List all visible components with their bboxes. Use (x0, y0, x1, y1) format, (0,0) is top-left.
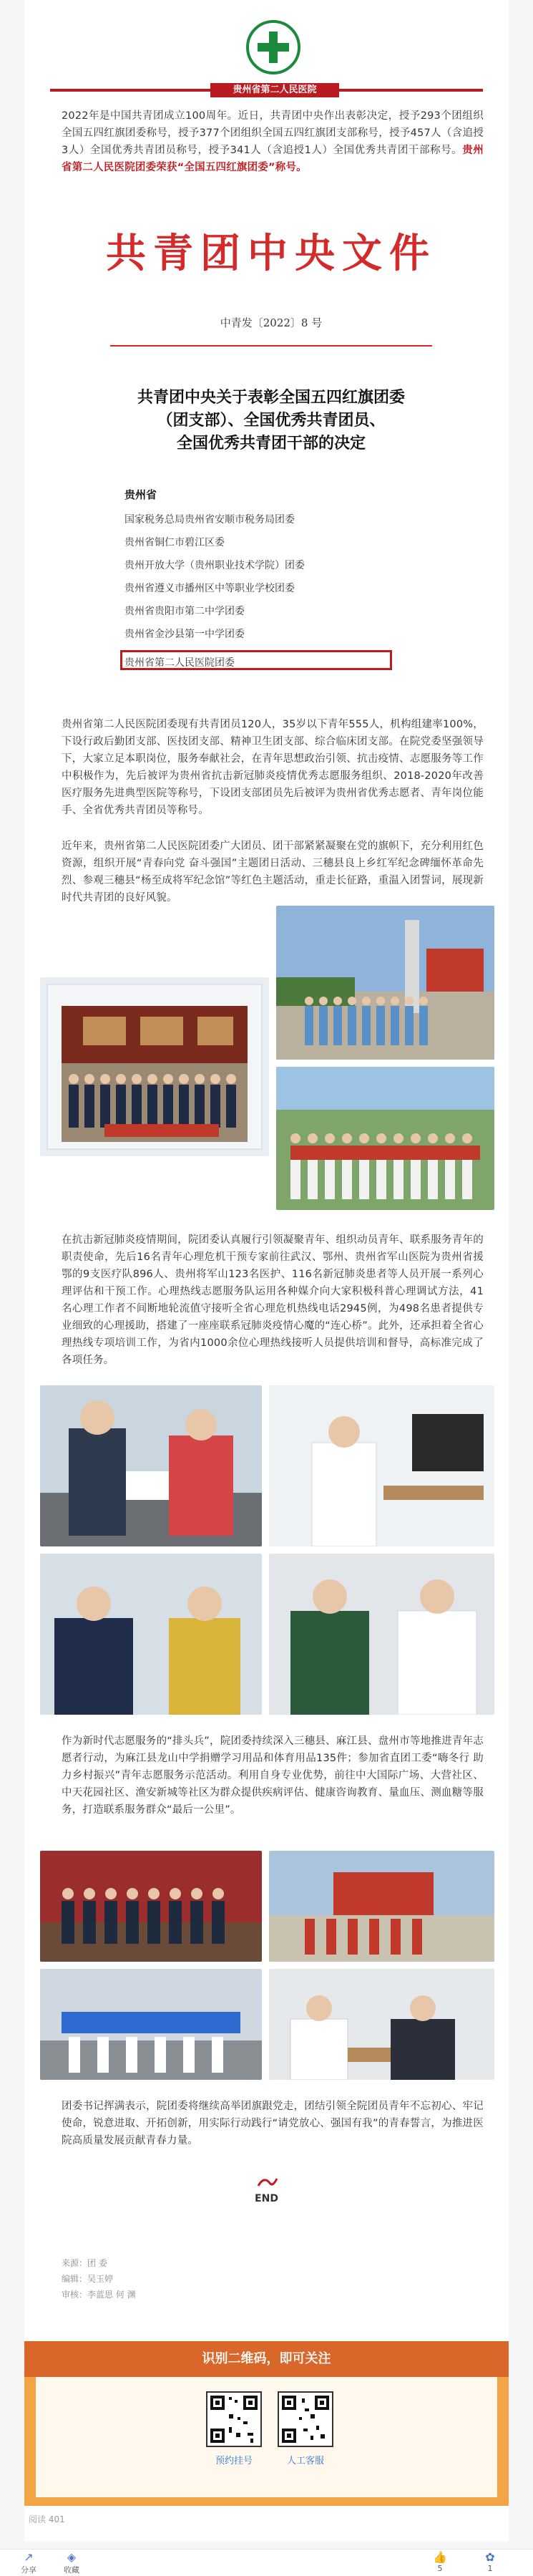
photo-volunteer-2 (269, 1851, 494, 1962)
recipient-item: 贵州省贵阳市第二中学团委 (124, 606, 245, 617)
qr-code-appointment[interactable] (206, 2391, 262, 2447)
photo-memorial-visit (276, 906, 494, 1060)
share-button[interactable] (11, 2551, 47, 2575)
document-image (60, 186, 482, 702)
document-title-line-3: 全国优秀共青团干部的决定 (176, 434, 366, 452)
recipient-item: 国家税务总局贵州省安顺市税务局团委 (124, 514, 295, 526)
document-number: 中青发〔2022〕8 号 (220, 316, 323, 329)
body-paragraph: 贵州省第二人民医院团委现有共青团员120人，35岁以下青年555人，机构组建率100%，下设行政后勤团支部、医技团支部、精神卫生团支部、综合临床团支部。在院党委坚强领导下，大家立足本职岗位，服务奉献社会，在青年思想政治引领、抗击疫情、志愿服务等工作中积极作为，先后被评为贵州省抗击新冠肺炎疫情优秀志愿服务组织、2018-2020年改善医疗服务先进典型医院等称号，下设团支部团员先后被评为贵州省优秀志愿者、青年岗位能手、全省优秀共青团员等称号。 (62, 719, 484, 816)
qr-code-customer-service[interactable] (278, 2391, 333, 2447)
photo-counseling-2 (269, 1385, 494, 1546)
qr-band: 识别二维码，即可关注 (24, 2341, 509, 2377)
hospital-logo (246, 20, 300, 74)
like-button[interactable] (422, 2551, 458, 2573)
like-count: 5 (437, 2564, 443, 2573)
article-card (24, 0, 509, 2542)
recipient-item: 贵州开放大学（贵州职业技术学院）团委 (124, 560, 305, 571)
thumbs-up-icon: 👍 (433, 2550, 447, 2564)
body-paragraph: 团委书记挥满表示，院团委将继续高举团旗跟党走，团结引领全院团员青年不忘初心、牢记使命，锐意进取、开拓创新，用实际行动践行“请党放心、强国有我”的青春誓言，为推进医院高质量发展贡献青春力量。 (62, 2101, 484, 2146)
credit-editor: 编辑：吴玉婷 (62, 2274, 114, 2284)
wow-button[interactable] (472, 2551, 508, 2573)
credits (62, 2255, 136, 2303)
share-label: 分享 (21, 2565, 36, 2575)
intro-text: 2022年是中国共青团成立100周年。近日，共青团中央作出表彰决定，授予293个团组织全国五四红旗团委称号，授予377个团组织全国五四红旗团支部称号，授予457人（含追授3人）全国优秀共青团员称号，授予341人（含追授1人）全国优秀共青团干部称号。 (62, 110, 484, 156)
photo-group-banner (276, 1067, 494, 1210)
body-paragraph: 近年来，贵州省第二人民医院团委广大团员、团干部紧紧凝聚在党的旗帜下，充分利用红色资源，组织开展“青春向党 奋斗强国”主题团日活动、三穗县良上乡红军纪念碑缅怀革命先烈、参观三穗县“杨至成将军纪念馆”等红色主题活动，重走长征路，重温入团誓词，展现新时代共青团的良好风貌。 (62, 841, 484, 904)
read-count: 阅读 401 (29, 2514, 65, 2524)
document-title-line-1: 共青团中央关于表彰全国五四红旗团委 (137, 388, 405, 407)
document-title-line-2: （团支部）、全国优秀共青团员、 (157, 411, 386, 430)
credit-source: 来源：团 委 (62, 2258, 107, 2268)
favorite-button[interactable] (54, 2551, 89, 2575)
qr-panel (24, 2341, 509, 2506)
body-paragraph: 作为新时代志愿服务的“排头兵”，院团委持续深入三穗县、麻江县、盘州市等地推进青年志愿者行动，为麻江县龙山中学捐赠学习用品和体育用品135件；参加省直团工委“嗨冬行 助力乡村振兴”青年志愿服务示范活动。利用自身专业优势，前往中大国际广场、大营社区、中天花园社区、渔安新城等社区为群众提供疾病评估、健康咨询教育、量血压、测血糖等服务，打造联系服务群众“最后一公里”。 (62, 1735, 484, 1816)
recipients-heading: 贵州省 (124, 488, 157, 501)
photo-counseling-3 (40, 1554, 262, 1715)
bottom-action-bar (0, 2549, 533, 2576)
end-mark (24, 2173, 509, 2204)
favorite-icon: ◈ (67, 2550, 77, 2564)
recipient-item: 贵州省金沙县第一中学团委 (124, 629, 245, 640)
photo-volunteer-1 (40, 1851, 262, 1962)
photo-volunteer-4 (269, 1969, 494, 2080)
flower-icon: ✿ (485, 2550, 495, 2564)
photo-volunteer-3 (40, 1969, 262, 2080)
recipient-item: 贵州省铜仁市碧江区委 (124, 537, 225, 548)
qr-label-customer-service: 人工客服 (286, 2456, 324, 2466)
hospital-name-banner: 贵州省第二人民医院 (210, 83, 339, 97)
recipient-item: 贵州省遵义市播州区中等职业学校团委 (124, 583, 295, 594)
photo-team-building (40, 977, 269, 1156)
favorite-label: 收藏 (64, 2565, 79, 2575)
document-header: 共青团中央文件 (106, 230, 436, 277)
qr-label-appointment: 预约挂号 (215, 2456, 253, 2466)
share-icon: ↗ (24, 2550, 34, 2564)
qr-inner (36, 2377, 497, 2497)
credit-reviewer: 审核：李蓝思 何 渊 (62, 2290, 136, 2300)
end-text: END (255, 2193, 278, 2204)
wow-count: 1 (487, 2564, 493, 2573)
intro-highlight: 贵州省第二人民医院团委荣获“全国五四红旗团委”称号。 (62, 145, 484, 173)
photo-counseling-1 (40, 1385, 262, 1546)
recipient-item-highlighted: 贵州省第二人民医院团委 (124, 657, 235, 669)
intro-paragraph (62, 107, 484, 176)
document-rule (110, 345, 432, 347)
recipient-highlight-box (120, 650, 392, 670)
end-flourish-icon (253, 2173, 281, 2190)
photo-counseling-4 (269, 1554, 494, 1715)
body-paragraph: 在抗击新冠肺炎疫情期间，院团委认真履行引领凝聚青年、组织动员青年、联系服务青年的职责使命，先后16名青年心理危机干预专家前往武汉、鄂州、贵州省军山医院为贵州省援鄂的9支医疗队896人、贵州将军山123名医护、116名新冠肺炎患者等人员开展一系列心理评估和干预工作。心理热线志愿服务队运用各种媒介向大家积极科普心理调试方法，41名心理工作者不间断地轮流值守接听全省心理危机热线电话2945例，为498名患者提供专业细致的心理援助，搭建了一座座联系冠肺炎疫情心魔的“连心桥”。此外，还承担着全省心理热线专项培训工作，为省内1000余位心理热线接听人员提供培训和督导，高标准完成了各项任务。 (62, 1234, 484, 1366)
